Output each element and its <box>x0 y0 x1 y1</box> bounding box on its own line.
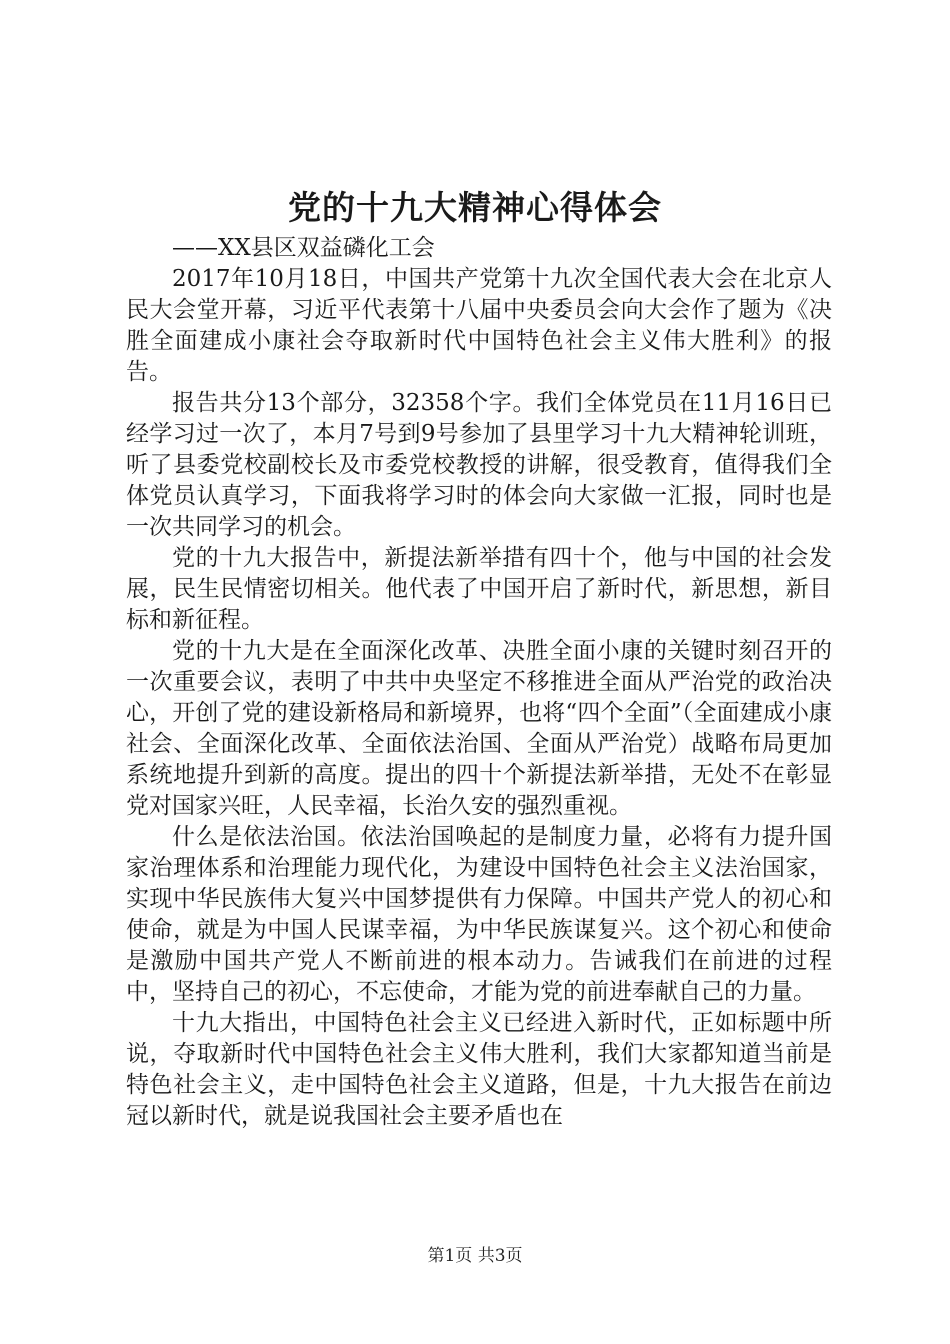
paragraph: 十九大指出，中国特色社会主义已经进入新时代，正如标题中所说，夺取新时代中国特色社会主义伟大胜利，我们大家都知道当前是特色社会主义，走中国特色社会主义道路，但是，十九大报告在前边冠以新时代，就是说我国社会主要矛盾也在 <box>126 1010 832 1129</box>
document-title: 党的十九大精神心得体会 <box>288 188 662 227</box>
paragraph: 党的十九大是在全面深化改革、决胜全面小康的关键时刻召开的一次重要会议，表明了中共中央坚定不移推进全面从严治党的政治决心，开创了党的建设新格局和新境界，也将“四个全面”（全面建成小康社会、全面深化改革、全面依法治国、全面从严治党）战略布局更加系统地提升到新的高度。提出的四十个新提法新举措，无处不在彰显党对国家兴旺，人民幸福，长治久安的强烈重视。 <box>126 638 832 819</box>
paragraph: 党的十九大报告中，新提法新举措有四十个，他与中国的社会发展，民生民情密切相关。他代表了中国开启了新时代，新思想，新目标和新征程。 <box>126 545 832 633</box>
document-subtitle: ——XX县区双益磷化工会 <box>172 235 435 261</box>
paragraph: 报告共分13个部分，32358个字。我们全体党员在11月16日已经学习过一次了，本月7号到9号参加了县里学习十九大精神轮训班，听了县委党校副校长及市委党校教授的讲解，很受教育，值得我们全体党员认真学习，下面我将学习时的体会向大家做一汇报，同时也是一次共同学习的机会。 <box>126 390 832 540</box>
document-body <box>126 233 832 1132</box>
paragraph: 2017年10月18日，中国共产党第十九次全国代表大会在北京人民大会堂开幕，习近平代表第十八届中央委员会向大会作了题为《决胜全面建成小康社会夺取新时代中国特色社会主义伟大胜利》的报告。 <box>126 266 832 385</box>
page-footer: 第1页 共3页 <box>427 1246 523 1266</box>
paragraph: 什么是依法治国。依法治国唤起的是制度力量，必将有力提升国家治理体系和治理能力现代化，为建设中国特色社会主义法治国家，实现中华民族伟大复兴中国梦提供有力保障。中国共产党人的初心和使命，就是为中国人民谋幸福，为中华民族谋复兴。这个初心和使命是激励中国共产党人不断前进的根本动力。告诫我们在前进的过程中，坚持自己的初心，不忘使命，才能为党的前进奉献自己的力量。 <box>126 824 832 1005</box>
